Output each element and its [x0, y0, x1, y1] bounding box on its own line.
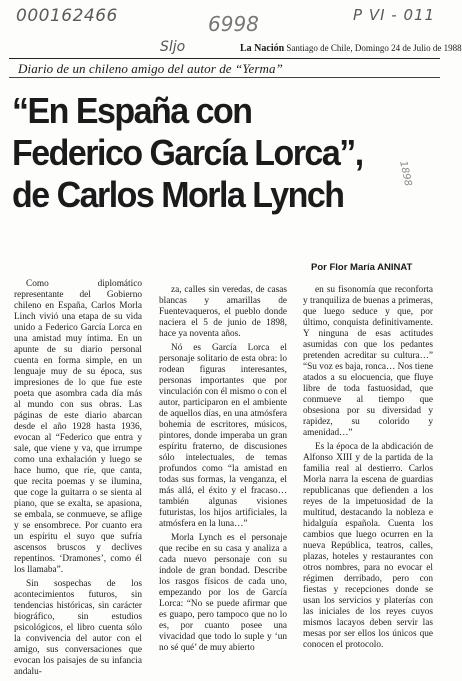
- handwritten-number: 6998: [208, 12, 259, 36]
- article-kicker: Diario de un chileno amigo del autor de “Yerma”: [18, 61, 283, 76]
- paragraph: Sin sospechas de los acontecimientos futuros, sin tendencias históricas, sin carácter biográfico, sin estudios psicológicos, el libro cuenta sólo la convivencia del autor con el amigo, sus conversaciones que evocan los paisajes de su infancia andalu-: [14, 579, 142, 677]
- article-column-3: [303, 285, 433, 654]
- headline-line: de Carlos Morla Lynch: [12, 174, 344, 215]
- handwritten-archive-code: 000162466: [16, 6, 118, 26]
- top-rule: [9, 58, 440, 59]
- paragraph: Nó es García Lorca el personaje solitario de esta obra: lo rodean figuras interesantes, personas importantes que por vinculación con él mismo o con el autor, participaron en el ambiente de aquellos días, en una atmósfera bohemia de escritores, músicos, pintores, donde imperaba un gran espíritu fraterno, de discusiones sólo intelectuales, de temas profundos como “la amistad en todas sus formas, la venganza, el más allá, el éxito y el fracaso… también algunas visiones futuristas, los hijos artificiales, la atmósfera en la luna…”: [159, 343, 287, 529]
- publication-date: Santiago de Chile, Domingo 24 de Julio de 1988: [286, 43, 462, 53]
- article-column-2: [159, 285, 287, 657]
- handwritten-stamp: Sljo: [160, 39, 186, 55]
- paragraph: Es la época de la abdicación de Alfonso XIII y de la partida de la familia real al destierro. Carlos Morla narra la escena de guardias republicanas que defienden a los reyes de la impetuosidad de la multitud, destacando la nobleza e hidalguía española. Cuenta los cambios que luego ocurren en la nueva República, teatros, calles, plazas, hoteles y restaurantes con otros nombres, para no evocar el régimen derribado, pero con fiestas y recepciones donde se usan los servicios y platerías con las iniciales de los reyes cuyos mismos lacayos deben servir las mesas por ser ellos los únicos que conocen el protocolo.: [303, 442, 433, 650]
- headline-line: “En España con: [12, 90, 252, 131]
- paragraph: en su fisonomía que reconforta y tranquiliza de buenas a primeras, que luego seduce y que, por último, conquista definitivamente. Y ninguna de esas actitudes asumidas con que los pedantes pretenden acreditar su cultura…” “Su voz es baja, ronca… Nos tiene atados a su elocuencia, que fluye libre de toda fastuosidad, que conmueve al tiempo que obsesiona por su diversidad y rapidez, su colorido y amenidad…”: [303, 285, 433, 438]
- paragraph: Como diplomático representante del Gobierno chileno en España, Carlos Morla Linch vivió una etapa de su vida unido a Federico García Lorca en una amistad muy íntima. En un apunte de su diario personal cuenta en forma simple, en un lenguaje muy de su época, sus impresiones de lo que fue este poeta que asombra cada día más al mundo con sus obras. Las páginas de este diario abarcan desde el año 1928 hasta 1936, evocan al “Federico que entra y sale, que viene y va, que irrumpe como una exhalación y luego se hace humo, que ríe, que canta, que recita poemas y se ilumina, que coge la guitarra o se sienta al piano, que se exalta, se apasiona, se embala, se conmueve, se aflige y se ensombrece. Por cuanto era un espíritu el suyo que sufría ascensos bruscos y declives repentinos. ‘Dramones’, como él los llamaba”.: [14, 279, 142, 575]
- article-headline: [12, 90, 412, 216]
- handwritten-year-note: 1898: [397, 160, 414, 188]
- paragraph: Morla Lynch es el personaje que recibe en su casa y analiza a cada nuevo personaje con su índole de gran bondad. Describe los rasgos físicos de cada uno, empezando por los de García Lorca: “No se puede afirmar que es guapo, pero tampoco que no lo es, por cuanto posee una vivacidad que todo lo suple y ‘un no sé qué’ de muy abierto: [159, 533, 287, 653]
- newspaper-masthead: [240, 43, 462, 54]
- headline-line: Federico García Lorca”,: [12, 132, 363, 173]
- newspaper-name: La Nación: [240, 43, 285, 54]
- article-byline: Por Flor María ANINAT: [311, 262, 413, 273]
- kicker-rule: [9, 77, 440, 78]
- handwritten-reference: P VI - 011: [353, 6, 436, 24]
- paragraph: za, calles sin veredas, de casas blancas y amarillas de Fuentevaqueros, el pueblo donde naciera el 5 de junio de 1898, hace ya noventa años.: [159, 285, 287, 339]
- article-column-1: [14, 279, 142, 681]
